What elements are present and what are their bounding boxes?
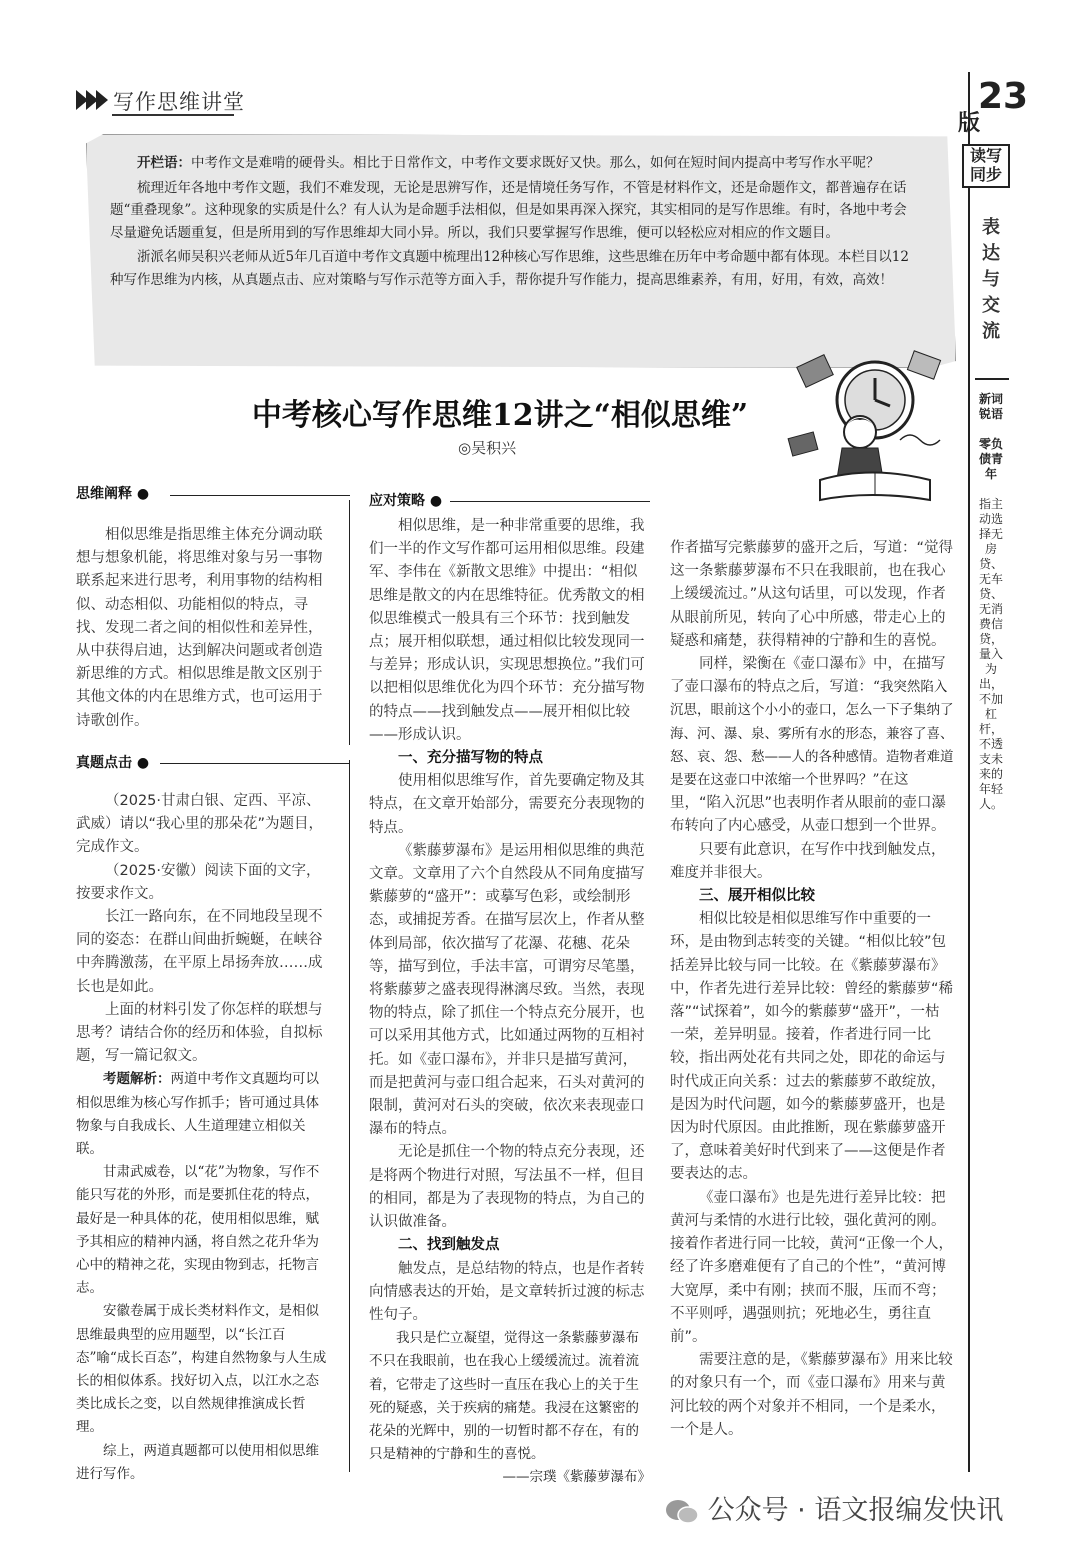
page-unit: 版 <box>958 111 981 136</box>
thinking-explanation <box>76 524 332 733</box>
article-title: 中考核心写作思维12讲之“相似思维” <box>251 398 749 433</box>
cont-p2b: 在这里，“陷入沉思”也表明作者从眼前的壶口瀑布转向了内心感受，从壶口想到一个世界。 <box>670 772 947 835</box>
footer-text: 公众号 · 语文报编发快讯 <box>707 1495 1004 1526</box>
intro-p1: 中考作文是难啃的硬骨头。相比于日常作文，中考作文要求既好又快。那么，如何在短时间内提高中考写作水平呢？ <box>191 155 880 171</box>
exam-questions <box>76 790 332 1486</box>
page-number: 23 <box>978 76 1029 117</box>
column-name: 表达与交流 <box>982 217 1000 342</box>
section-head-strategy-rule <box>450 501 650 502</box>
section-head-exam-rule <box>160 763 350 764</box>
exam-q2: （2025·安徽）阅读下面的文字，按要求作文。 <box>76 862 321 902</box>
cont-p2q: “我突然陷入沉思，眼前这个小小的壶口，怎么一下子集纳了海、河、瀑、泉、雾所有水的形态，兼容了喜、怒、哀、怨、愁——人的各种感情。造物者难道是要在这壶口中浓缩一个世界吗？” <box>670 679 954 789</box>
analysis-label: 考题解析： <box>103 1071 171 1088</box>
strategy-p4: 无论是抓住一个物的特点充分表现，还是将两个物进行对照，写法虽不一样，但目的相同，都是为了表现物的特点，为自己的认识做准备。 <box>369 1144 645 1231</box>
strategy-sub1: 一、充分描写物的特点 <box>398 750 543 767</box>
analysis-p2: 甘肃武威卷，以“花”为物象，写作不能只写花的外形，而是要抓住花的特点，最好是一种具体的花，使用相似思维，赋予其相应的精神内涵，将自然之花升华为心中的精神之花，实现由物到志，托物言志。 <box>76 1164 320 1297</box>
strategy-p5: 触发点，是总结物的特点，也是作者转向情感表达的开始，是文章转折过渡的标志性句子。 <box>369 1260 645 1323</box>
strategy-quote: 我只是伫立凝望，觉得这一条紫藤萝瀑布不只在我眼前，也在我心上缓缓流过。流着流着，它带走了这些时一直压在我心上的关于生死的疑惑，关于疾病的痛楚。我浸在这繁密的花朵的光辉中，别的一切暂时都不存在，有的只是精神的宁静和生的喜悦。 <box>369 1330 639 1463</box>
sidebar-divider <box>975 378 1009 380</box>
strategy-p1: 相似思维，是一种非常重要的思维，我们一半的作文写作都可运用相似思维。段建军、李伟在《新散文思维》中提出：“相似思维是散文的内在思维特征。优秀散文的相似思维模式一般具有三个环节：找到触发点；展开相似联想，通过相似比较发现同一与差异；形成认识，实现思想换位。”我们可以把相似思维优化为四个环节：充分描写物的特点——找到触发点——展开相似比较——形成认识。 <box>369 518 645 743</box>
strategy-column-continued <box>670 537 954 1442</box>
thinking-p1: 相似思维是指思维主体充分调动联想与想象机能，将思维对象与另一事物联系起来进行思考，利用事物的结构相似、动态相似、功能相似的特点，寻找、发现二者之间的相似性和差异性，从中获得启迪，达到解决问题或者创造新思维的方式。相似思维是散文区别于其他文体的内在思维方式，也可运用于诗歌创作。 <box>76 527 323 729</box>
section-head-thinking-rule <box>170 495 350 496</box>
column-divider-1a <box>349 500 350 745</box>
cont-p6: 需要注意的是，《紫藤萝瀑布》用来比较的对象只有一个，而《壶口瀑布》用来与黄河比较的两个对象并不相同，一个是柔水，一个是人。 <box>670 1352 953 1438</box>
section-head-exam: 真题点击 ● <box>76 755 150 771</box>
strategy-p2: 使用相似思维写作，首先要确定物及其特点，在文章开始部分，需要充分表现物的特点。 <box>369 773 645 836</box>
section-title: 写作思维讲堂 <box>113 90 245 114</box>
section-head-thinking: 思维阐释 ● <box>76 486 150 502</box>
cont-p1: 作者描写完紫藤萝的盛开之后，写道：“觉得这一条紫藤萝瀑布不只在我眼前，也在我心上缓缓流过。”从这句话里，可以发现，作者从眼前所见，转向了心中所感，带走心上的疑惑和痛楚，获得精神的宁静和生的喜悦。 <box>670 540 954 649</box>
section-underline <box>112 114 234 116</box>
cont-p5: 《壶口瀑布》也是先进行差异比较：把黄河与柔情的水进行比较，强化黄河的刚。接着作者进行同一比较，黄河“正像一个人，经了许多磨难便有了自己的个性”，“黄河博大宽厚，柔中有刚；挟而不服，压而不弯；不平则呼，遇强则抗；死地必生，勇往直前”。 <box>670 1189 954 1345</box>
cont-p3: 只要有此意识，在写作中找到触发点，难度并非很大。 <box>670 841 946 881</box>
column-divider-1b <box>349 760 350 1472</box>
sidebar-definition: 指主动选择无房贷、无车贷、无消费信贷，量入为出，不加杠杆，不透支未来的年轻人。 <box>978 497 1003 811</box>
analysis-p1: 两道中考作文真题均可以相似思维为核心写作抓手；皆可通过具体物象与自我成长、人生道理建立相似关联。 <box>76 1071 319 1158</box>
cont-p2a: 同样，梁衡在《壶口瀑布》中，在描写了壶口瀑布的特点之后，写道： <box>670 656 946 696</box>
analysis-p3: 安徽卷属于成长类材料作文，是相似思维最典型的应用题型，以“长江百态”喻“成长百态”，构建自然物象与人生成长的相似体系。找好切入点，以江水之态类比成长之变，以自然规律推演成长哲理。 <box>76 1303 327 1436</box>
right-rule <box>968 72 970 1472</box>
section-head-strategy: 应对策略 ● <box>369 493 443 509</box>
section-head-strategy-label: 应对策略 <box>369 493 425 509</box>
strategy-p3: 《紫藤萝瀑布》是运用相似思维的典范文章。文章用了六个自然段从不同角度描写紫藤萝的“盛开”：或摹写色彩，或绘制形态，或捕捉芳香。在描写层次上，作者从整体到局部，依次描写了花瀑、花穗、花朵等，描写到位，手法丰富，可谓穷尽笔墨，将紫藤萝之盛表现得淋漓尽致。当然，表现物的特点，除了抓住一个特点充分展开，也可以采用其他方式，比如通过两物的互相衬托。如《壶口瀑布》，并非只是描写黄河，而是把黄河与壶口组合起来，石头对黄河的限制，黄河对石头的突破，依次来表现壶口瀑布的特点。 <box>369 842 645 1138</box>
reading-girl-illustration <box>780 340 950 510</box>
intro-label: 开栏语： <box>137 155 191 171</box>
double-arrow-icon <box>76 88 108 112</box>
sidebar-word: 零负债青年 <box>978 437 1003 481</box>
section-head-thinking-label: 思维阐释 <box>76 486 132 502</box>
intro-text <box>110 152 910 293</box>
strategy-quote-cite: ——宗璞《紫藤萝瀑布》 <box>502 1469 651 1486</box>
cont-p4: 相似比较是相似思维写作中重要的一环，是由物到志转变的关键。“相似比较”包括差异比较与同一比较。在《紫藤萝瀑布》中，作者先进行差异比较：曾经的紫藤萝“稀落”“试探着”，如今的紫藤萝“盛开”，一枯一荣，差异明显。接着，作者进行同一比较，指出两处花有共同之处，即花的命运与时代成正向关系：过去的紫藤萝不敢绽放，是因为时代问题，如今的紫藤萝盛开，也是因为时代原因。由此推断，现在紫藤萝盛开了，意味着美好时代到来了——这便是作者要表达的志。 <box>670 911 954 1183</box>
wechat-icon <box>665 1499 699 1525</box>
footer-watermark <box>665 1488 1003 1527</box>
strategy-sub2: 二、找到触发点 <box>398 1237 500 1254</box>
exam-q1: （2025·甘肃白银、定西、平凉、武威）请以“我心里的那朵花”为题目，完成作文。 <box>76 793 324 856</box>
section-head-exam-label: 真题点击 <box>76 755 132 771</box>
paper-tag: 读写同步 <box>962 144 1010 188</box>
article-author: ◎吴积兴 <box>458 439 517 457</box>
exam-q3: 长江一路向东，在不同地段呈现不同的姿态：在群山间曲折蜿蜒，在峡谷中奔腾激荡，在平原上昂扬奔放……成长也是如此。 <box>76 909 323 995</box>
sidebar-term: 新词锐语 <box>978 392 1003 421</box>
exam-q4: 上面的材料引发了你怎样的联想与思考？请结合你的经历和体验，自拟标题，写一篇记叙文。 <box>76 1001 323 1065</box>
analysis-p4: 综上，两道真题都可以使用相似思维进行写作。 <box>76 1442 319 1482</box>
intro-p3: 浙派名师吴积兴老师从近5年几百道中考作文真题中梳理出12种核心写作思维，这些思维在历年中考命题中都有体现。本栏目以12种写作思维为内核，从真题点击、应对策略与写作示范等方面入手，帮你提升写作能力，提高思维素养，有用，好用，有效，高效！ <box>110 249 909 288</box>
strategy-sub3: 三、展开相似比较 <box>699 888 815 905</box>
intro-p2: 梳理近年各地中考作文题，我们不难发现，无论是思辨写作，还是情境任务写作，不管是材料作文，还是命题作文，都普遍存在话题“重叠现象”。这种现象的实质是什么？有人认为是命题手法相似，但是如果再深入探究，其实相同的是写作思维。有时，各地中考会尽量避免话题重复，但是所用到的写作思维却大同小异。所以，我们只要掌握写作思维，便可以轻松应对相应的作文题目。 <box>110 179 907 241</box>
strategy-column <box>369 515 651 1490</box>
sidebar-glossary <box>978 392 1004 812</box>
